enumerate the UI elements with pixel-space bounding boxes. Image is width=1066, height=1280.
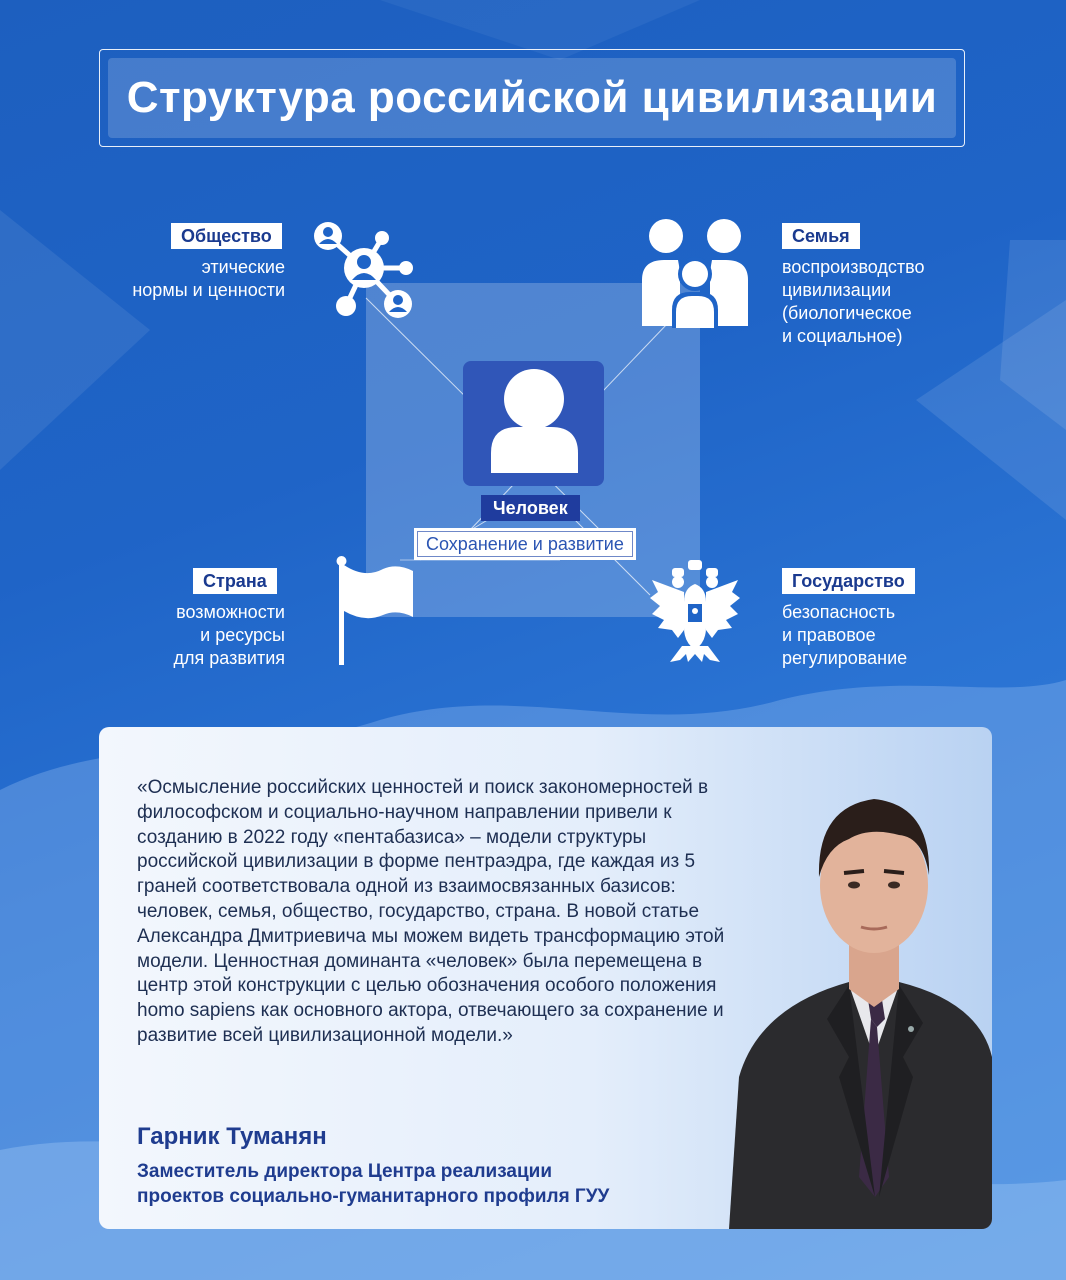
network-people-icon xyxy=(310,220,420,320)
country-desc xyxy=(100,601,285,670)
state-desc-line: регулирование xyxy=(782,648,908,668)
person-icon xyxy=(463,361,604,486)
family-desc-line: и социальное) xyxy=(782,326,903,346)
author-role-line: Заместитель директора Центра реализации xyxy=(137,1161,553,1182)
society-label: Общество xyxy=(171,223,282,249)
person-label: Человек xyxy=(481,495,580,521)
country-desc-line: возможности xyxy=(176,602,285,622)
state-label: Государство xyxy=(782,568,915,594)
family-desc-line: цивилизации xyxy=(782,280,892,300)
flag-icon xyxy=(335,555,417,667)
author-role-line: проектов социально-гуманитарного профиля ГУУ xyxy=(137,1186,610,1207)
society-desc-line: нормы и ценности xyxy=(132,280,285,300)
author-name: Гарник Туманян xyxy=(137,1123,327,1150)
caption-chip xyxy=(414,528,636,560)
author-portrait xyxy=(699,757,992,1229)
society-desc-line: этические xyxy=(201,257,285,277)
coat-of-arms-icon xyxy=(648,558,742,664)
family-desc-line: воспроизводство xyxy=(782,257,925,277)
society-desc xyxy=(100,256,285,302)
family-desc-line: (биологическое xyxy=(782,303,912,323)
family-icon xyxy=(640,218,750,330)
country-desc-line: для развития xyxy=(173,648,285,668)
country-desc-line: и ресурсы xyxy=(200,625,285,645)
author-role xyxy=(137,1159,609,1209)
country-label: Страна xyxy=(193,568,277,594)
state-desc-line: и правовое xyxy=(782,625,876,645)
page-title: Структура российской цивилизации xyxy=(126,73,938,122)
family-desc xyxy=(782,256,982,348)
quote-card xyxy=(99,727,992,1229)
caption-text: Сохранение и развитие xyxy=(417,531,633,557)
quote-text: «Осмысление российских ценностей и поиск закономерностей в философском и социально-научном направлении привели к созданию в 2022 году «пентабазиса» – модели структуры российской цивилизации в форме пентраэдра, где каждая из 5 граней соответствовала одной из взаимосвязанных базисов: человек, семья, общество, государство, страна. В новой статье Александра Дмитриевича мы можем видеть трансформацию этой модели. Ценностная доминанта «человек» была перемещена в центр этой конструкции с целью обозначения особого положения homo sapiens как основного актора, отвечающего за сохранение и развитие всей цивилизационной модели.» xyxy=(137,777,725,1046)
state-desc xyxy=(782,601,982,670)
family-label: Семья xyxy=(782,223,860,249)
person-box xyxy=(463,361,604,486)
state-desc-line: безопасность xyxy=(782,602,896,622)
